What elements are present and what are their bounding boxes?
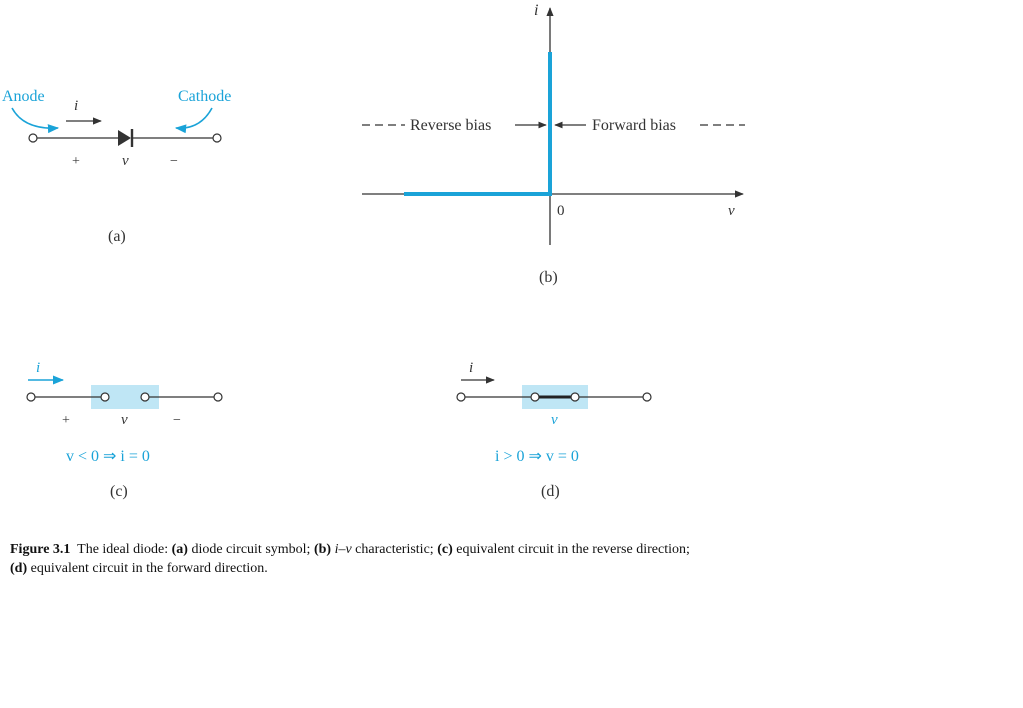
panel-b-label: (b) [539,269,558,286]
panel-c-reverse-equivalent [27,360,222,500]
caption-a-text: diode circuit symbol; [191,542,311,557]
caption-a-tag: (a) [171,542,188,557]
caption-b-iv: i–v [334,542,352,557]
reverse-condition-text: v < 0 ⇒ i = 0 [66,448,150,465]
v-axis-label: v [728,203,735,219]
left-terminal [457,393,465,401]
right-terminal [214,393,222,401]
i-axis-label: i [534,2,539,19]
minus-sign: − [170,154,178,169]
caption-intro: The ideal diode: [77,542,169,557]
voltage-v-label: v [121,412,128,428]
panel-d-label: (d) [541,483,560,500]
voltage-v-label: v [551,412,558,428]
minus-sign: − [173,413,181,428]
open-contact-right [141,393,149,401]
current-i-label: i [36,360,41,376]
panel-d-forward-equivalent [457,360,651,500]
origin-label: 0 [557,203,565,219]
caption-d-tag: (d) [10,561,28,576]
panel-c-label: (c) [110,483,128,500]
diode-triangle [118,130,131,146]
cathode-terminal [213,134,221,142]
contact-left [531,393,539,401]
cathode-pointer-arrow [176,108,212,128]
contact-right [571,393,579,401]
plus-sign: + [72,154,80,169]
left-terminal [27,393,35,401]
plus-sign: + [62,413,70,428]
current-i-label: i [469,360,474,376]
open-contact-left [101,393,109,401]
forward-condition-text: i > 0 ⇒ v = 0 [495,448,579,465]
caption-c-text: equivalent circuit in the reverse direction; [456,542,690,557]
forward-bias-label: Forward bias [592,117,676,134]
panel-b-iv-characteristic [362,2,745,286]
caption-figure-number: Figure 3.1 [10,542,71,557]
current-i-label: i [74,98,79,114]
caption-b-text: characteristic; [355,542,434,557]
figure-caption [10,540,810,578]
caption-b-tag: (b) [313,542,332,557]
voltage-v-label: v [122,153,129,169]
caption-c-tag: (c) [437,542,453,557]
anode-terminal [29,134,37,142]
right-terminal [643,393,651,401]
cathode-label: Cathode [178,88,232,105]
caption-d-text: equivalent circuit in the forward direction. [30,561,268,576]
anode-label: Anode [2,88,45,105]
reverse-bias-label: Reverse bias [410,117,492,134]
anode-pointer-arrow [12,108,58,128]
panel-a-label: (a) [108,228,126,245]
panel-a-diode-symbol [2,88,231,245]
